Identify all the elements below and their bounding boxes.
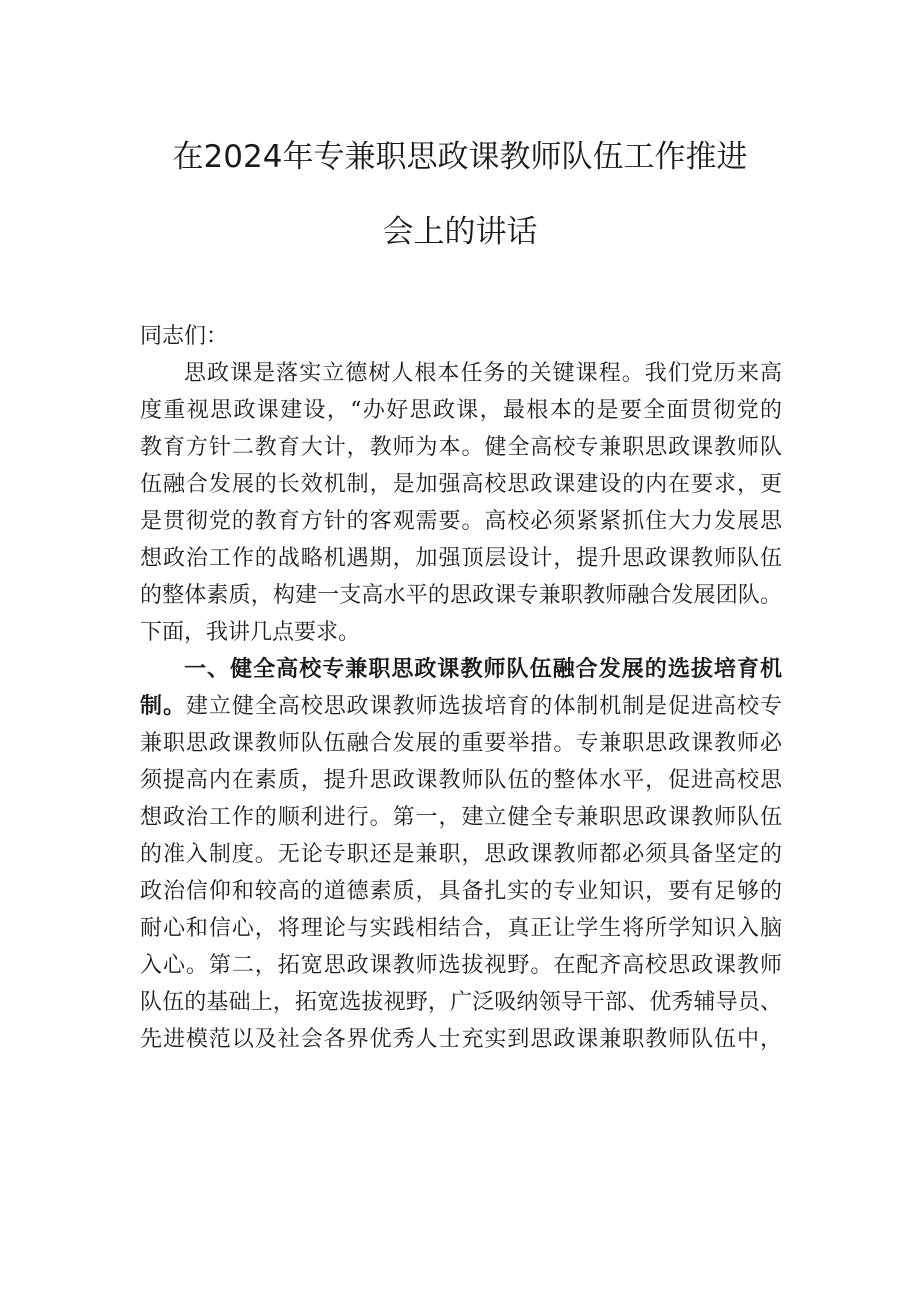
paragraph-line: 教育方针二教育大计，教师为本。健全高校专兼职思政课教师队 bbox=[140, 435, 782, 460]
section-1-line: 想政治工作的顺利进行。第一，建立健全专兼职思政课教师队伍 bbox=[140, 805, 782, 830]
section-1-line: 的准入制度。无论专职还是兼职，思政课教师都必须具备坚定的 bbox=[140, 842, 782, 867]
document-body bbox=[140, 318, 782, 1058]
section-1-line: 兼职思政课教师队伍融合发展的重要举措。专兼职思政课教师必 bbox=[140, 731, 782, 756]
section-1-line: 先进模范以及社会各界优秀人士充实到思政课兼职教师队伍中， bbox=[140, 1027, 782, 1052]
document-title-line-1: 在2024年专兼职思政课教师队伍工作推进 bbox=[172, 139, 748, 175]
section-1-heading-tail: 制。 bbox=[140, 694, 186, 719]
section-1-line: 政治信仰和较高的道德素质，具备扎实的专业知识，要有足够的 bbox=[140, 879, 782, 904]
section-1-line: 队伍的基础上，拓宽选拔视野，广泛吸纳领导干部、优秀辅导员、 bbox=[140, 990, 782, 1015]
paragraph-line: 思政课是落实立德树人根本任务的关键课程。我们党历来高 bbox=[184, 361, 782, 386]
paragraph-line: 的整体素质，构建一支高水平的思政课专兼职教师融合发展团队。 bbox=[140, 583, 782, 608]
paragraph-line: 是贯彻党的教育方针的客观需要。高校必须紧紧抓住大力发展思 bbox=[140, 509, 782, 534]
paragraph-line: 想政治工作的战略机遇期，加强顶层设计，提升思政课教师队伍 bbox=[140, 546, 782, 571]
paragraph-line: 伍融合发展的长效机制，是加强高校思政课建设的内在要求，更 bbox=[140, 472, 782, 497]
section-1 bbox=[140, 651, 782, 1058]
section-1-line: 须提高内在素质，提升思政课教师队伍的整体水平，促进高校思 bbox=[140, 768, 782, 793]
section-1-first-line-text: 建立健全高校思政课教师选拔培育的体制机制是促进高校专 bbox=[185, 694, 782, 719]
paragraph-line: 度重视思政课建设，“办好思政课，最根本的是要全面贯彻党的 bbox=[140, 398, 782, 423]
section-1-line bbox=[140, 688, 782, 725]
section-1-line: 耐心和信心，将理论与实践相结合，真正让学生将所学知识入脑 bbox=[140, 916, 782, 941]
document-title-line-2: 会上的讲话 bbox=[382, 214, 538, 250]
paragraph-intro bbox=[140, 355, 782, 651]
paragraph-line: 下面，我讲几点要求。 bbox=[140, 620, 361, 645]
salutation: 同志们： bbox=[140, 324, 229, 349]
section-1-line: 入心。第二，拓宽思政课教师选拔视野。在配齐高校思政课教师 bbox=[140, 953, 782, 978]
section-1-heading: 一、健全高校专兼职思政课教师队伍融合发展的选拔培育机 bbox=[184, 657, 782, 682]
